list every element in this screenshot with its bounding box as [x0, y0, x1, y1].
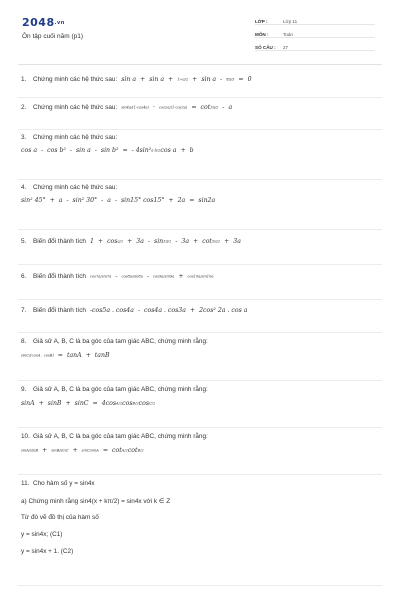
- math-term: 3a: [181, 238, 190, 245]
- question-item: [18, 98, 382, 130]
- question-text: Cho hàm số y = sin4x: [33, 480, 95, 487]
- math-term: cot: [202, 238, 212, 245]
- math-term: sin² 45°: [21, 197, 46, 204]
- math-operator: +: [72, 447, 78, 454]
- math-term: cos a: [160, 147, 177, 154]
- meta-row: [255, 14, 375, 25]
- math-term: a: [58, 197, 63, 204]
- question-text: Biến đổi thành tích: [33, 307, 86, 314]
- question-line: [21, 338, 212, 345]
- question-number: 1.: [21, 76, 27, 83]
- question-text: Giả sử A, B, C là ba góc của tam giác ABC, chứng minh rằng:: [33, 433, 208, 440]
- question-line: [21, 352, 110, 359]
- math-term: a: [228, 104, 233, 111]
- question-text: Chứng minh các hệ thức sau:: [33, 184, 118, 191]
- math-term: 2cos² 2a . cos a: [199, 307, 248, 314]
- question-line: [21, 433, 212, 440]
- math-fraction: a/2: [117, 239, 124, 244]
- document-header: [0, 0, 400, 64]
- question-text: Biến đổi thành tích: [33, 238, 86, 245]
- question-list: [18, 72, 382, 586]
- math-operator: -: [146, 273, 149, 280]
- question-item: [18, 300, 382, 333]
- math-term: sin a: [149, 76, 165, 83]
- math-operator: ·: [152, 104, 155, 111]
- question-number: 3.: [21, 134, 27, 141]
- math-term: tanB: [94, 352, 110, 359]
- question-item: [18, 180, 382, 230]
- math-operator: -: [101, 197, 104, 204]
- math-operator: -: [69, 147, 72, 154]
- question-text: y = sin4x + 1. (C2): [21, 548, 74, 555]
- question-number: 5.: [21, 238, 27, 245]
- math-term: sin² 30°: [72, 197, 98, 204]
- question-item: [18, 428, 382, 475]
- question-item: [18, 130, 382, 180]
- math-term: b: [189, 147, 194, 154]
- math-operator: =: [92, 400, 98, 407]
- math-operator: -: [66, 197, 69, 204]
- math-fraction: 5π/2: [211, 239, 221, 244]
- math-term: -cos5a . cos4a: [89, 307, 134, 314]
- math-operator: +: [38, 400, 44, 407]
- math-fraction: sinA/sinB: [21, 448, 39, 453]
- math-fraction: 8π/3: [226, 77, 235, 82]
- math-operator: =: [238, 76, 244, 83]
- document-title: Ôn tập cuối năm (p1): [22, 33, 84, 40]
- math-term: a: [107, 197, 111, 204]
- math-operator: -: [222, 104, 225, 111]
- math-term: 4cos: [101, 400, 117, 407]
- question-number: 9.: [21, 386, 27, 393]
- math-term: cos: [138, 400, 150, 407]
- math-fraction: B/2: [132, 401, 139, 406]
- math-operator: +: [65, 400, 71, 407]
- math-term: sin: [154, 238, 164, 245]
- math-fraction: cos7a/sin7a: [89, 274, 112, 279]
- question-text: Biến đổi thành tích: [33, 273, 86, 280]
- math-operator: +: [42, 447, 48, 454]
- math-fraction: cos2a/(1-cos2a): [158, 105, 188, 110]
- math-term: sinB: [47, 400, 62, 407]
- math-operator: +: [140, 76, 146, 83]
- math-fraction: 3π/2: [210, 105, 219, 110]
- question-number: 8.: [21, 338, 27, 345]
- math-term: cot: [200, 104, 211, 111]
- math-operator: -: [94, 147, 97, 154]
- math-operator: =: [57, 352, 63, 359]
- math-term: 1: [89, 238, 94, 245]
- math-operator: -: [41, 147, 44, 154]
- question-item: [18, 265, 382, 300]
- math-term: 3a: [233, 238, 241, 245]
- math-operator: =: [191, 104, 197, 111]
- question-item: [18, 230, 382, 265]
- question-item: [18, 333, 382, 381]
- math-fraction: cos10a/sin10a: [187, 274, 214, 279]
- math-term: sinC: [74, 400, 89, 407]
- math-fraction: sinC/sinA: [81, 448, 99, 453]
- question-text: y = sin4x; (C1): [21, 531, 63, 538]
- question-line: [21, 134, 121, 141]
- meta-value: Toán: [283, 32, 293, 37]
- site-logo[interactable]: 2048.vn: [22, 16, 65, 29]
- meta-value: Lớp 11: [283, 19, 298, 24]
- header-divider: [18, 64, 382, 65]
- math-term: sinA: [21, 400, 35, 407]
- math-term: cos: [122, 400, 133, 407]
- math-term: cot: [127, 447, 138, 454]
- math-operator: +: [224, 238, 230, 245]
- math-term: - 4sin²: [131, 147, 152, 154]
- meta-key: LỚP :: [255, 19, 268, 24]
- meta-row: [255, 40, 375, 51]
- math-term: tanA: [66, 352, 82, 359]
- question-text: Giả sử A, B, C là ba góc của tam giác ABC, chứng minh rằng:: [33, 386, 208, 393]
- question-line: [21, 480, 99, 487]
- question-item: [18, 72, 382, 98]
- math-term: cos: [107, 238, 118, 245]
- question-line: [21, 238, 241, 245]
- question-line: [21, 400, 155, 407]
- math-operator: +: [97, 238, 104, 245]
- question-item: [18, 381, 382, 428]
- math-operator: =: [189, 197, 195, 204]
- math-fraction: 3π/2: [163, 239, 172, 244]
- math-term: sin a: [76, 147, 91, 154]
- question-text: Chứng minh các hệ thức sau:: [33, 134, 118, 141]
- question-item: [18, 475, 382, 586]
- math-operator: +: [49, 197, 55, 204]
- math-operator: +: [193, 238, 199, 245]
- question-text: Từ đó vẽ đồ thị của hàm số: [21, 514, 99, 521]
- question-line: [21, 184, 121, 191]
- math-operator: -: [220, 76, 223, 83]
- question-number: 11.: [21, 480, 30, 487]
- math-operator: +: [192, 76, 198, 83]
- math-operator: +: [168, 197, 174, 204]
- math-term: sin2a: [198, 197, 216, 204]
- math-fraction: cos9a/sin9a: [152, 274, 175, 279]
- question-line: [21, 197, 215, 204]
- question-line: [21, 531, 66, 538]
- math-fraction: sinB/sinC: [51, 448, 69, 453]
- question-line: [21, 273, 214, 280]
- math-term: 3a: [136, 238, 144, 245]
- math-term: cos a: [21, 147, 38, 154]
- question-number: 7.: [21, 307, 27, 314]
- math-term: 0: [247, 76, 252, 83]
- math-term: sin a: [201, 76, 217, 83]
- meta-key: MÔN :: [255, 32, 269, 37]
- question-line: [21, 147, 194, 154]
- question-text: Chứng minh các hệ thức sau:: [33, 76, 118, 83]
- math-fraction: sinC/(cosA . cosB): [21, 353, 54, 358]
- math-operator: -: [175, 238, 178, 245]
- document-meta: [255, 14, 375, 53]
- math-fraction: cos8a/sin8a: [121, 274, 143, 279]
- math-term: cos b²: [47, 147, 66, 154]
- math-operator: +: [127, 238, 133, 245]
- math-fraction: B/2: [137, 448, 144, 453]
- math-operator: -: [137, 307, 141, 314]
- math-term: cot: [112, 447, 122, 454]
- math-operator: -: [114, 197, 117, 204]
- meta-row: [255, 27, 375, 38]
- math-fraction: 1+a/2: [177, 77, 189, 82]
- question-number: 10.: [21, 433, 30, 440]
- math-operator: +: [189, 307, 196, 314]
- question-line: [21, 104, 232, 111]
- question-text: Giả sử A, B, C là ba góc của tam giác ABC, chứng minh rằng:: [33, 338, 208, 345]
- math-operator: +: [168, 76, 174, 83]
- question-line: [21, 76, 252, 83]
- question-line: [21, 307, 247, 314]
- math-fraction: A/2: [121, 448, 128, 453]
- meta-key: SỐ CÂU :: [255, 45, 276, 50]
- math-fraction: sin4a/(1-cos4a): [121, 105, 149, 110]
- math-operator: =: [102, 447, 109, 454]
- question-number: 4.: [21, 184, 27, 191]
- math-term: cos4a . cos3a: [144, 307, 186, 314]
- question-text: Chứng minh các hệ thức sau:: [33, 104, 118, 111]
- math-fraction: C/2: [149, 401, 156, 406]
- question-number: 6.: [21, 273, 27, 280]
- math-term: sin a: [121, 76, 137, 83]
- math-operator: +: [85, 352, 91, 359]
- math-operator: +: [178, 273, 184, 280]
- math-term: 2a: [177, 197, 186, 204]
- math-fraction: a-b/2: [151, 148, 161, 153]
- question-number: 2.: [21, 104, 27, 111]
- question-line: [21, 386, 212, 393]
- question-line: [21, 548, 77, 555]
- meta-value: 27: [283, 45, 289, 50]
- math-operator: =: [122, 147, 128, 154]
- math-operator: -: [147, 238, 151, 245]
- question-line: [21, 447, 144, 454]
- math-term: sin b²: [100, 147, 119, 154]
- math-term: sin15° cos15°: [121, 197, 165, 204]
- question-text: a) Chứng minh rằng sin4(x + kπ/2) = sin4x với k ∈ Z: [21, 498, 171, 505]
- question-line: [21, 497, 174, 505]
- math-operator: -: [115, 273, 118, 280]
- math-operator: +: [180, 147, 186, 154]
- question-line: [21, 514, 103, 521]
- math-fraction: A/2: [116, 401, 123, 406]
